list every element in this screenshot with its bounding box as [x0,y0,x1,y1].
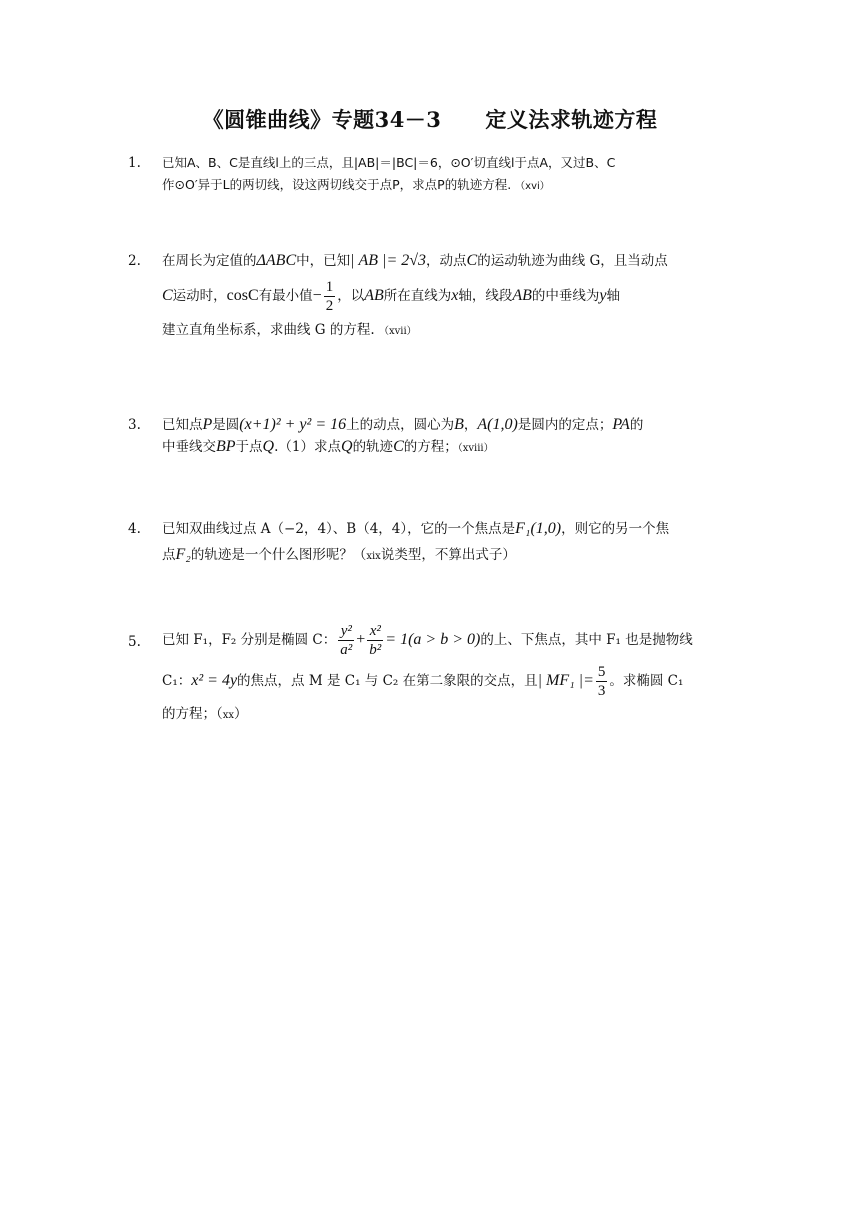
problem-text: 轴，线段 [458,288,513,304]
title-main: 《圆锥曲线》专题34－3 [202,107,442,132]
math-expr: B [454,416,464,433]
fraction [596,663,608,700]
problem-text: 是圆 [212,417,240,433]
problem-text: 的轨迹 [352,439,394,455]
denominator: b² [369,642,382,658]
problem-text: 已知A、B、C是直线l上的三点，且|AB|＝|BC|＝6，⊙O′切直线l于点A，又过B、C [162,155,616,170]
endnote-ref: xx [222,710,235,721]
problem-text: 的上、下焦点，其中 F₁ 也是抛物线 [480,632,693,648]
math-expr: y [599,287,607,304]
problem-text: 。求椭圆 C₁ [609,673,684,689]
math-expr: AB [512,287,532,304]
math-expr: | AB |= 2√3 [350,252,427,269]
problem-text: 建立直角坐标系，求曲线 G 的方程. [162,322,375,338]
math-expr: A(1,0) [477,416,518,433]
fraction [338,622,354,659]
math-expr: F₁(1,0) [515,520,562,537]
problem-text: 所在直线为 [383,288,452,304]
math-expr: C [466,252,478,269]
denominator: a² [340,642,353,658]
problem-number: 2. [128,253,141,269]
math-expr: F₂ [175,546,191,563]
numerator: y² [338,622,354,641]
denominator: 3 [597,683,606,699]
page-title [0,104,860,134]
math-expr: BP [216,438,236,455]
math-expr: P [202,416,213,433]
math-expr: C [393,438,404,455]
math-expr: C [162,287,173,304]
problem-text: 的中垂线为 [531,288,600,304]
problem-text: 在周长为定值的 [162,253,257,269]
math-expr: cosC [226,287,259,304]
problem-text: 有最小值 [258,288,313,304]
problem-text: 说类型，不算出式子） [380,547,516,563]
problem-text: 轴 [606,288,621,304]
problem-text: 已知双曲线过点 A（−2，4）、B（4，4），它的一个焦点是 [162,521,516,537]
math-expr: = 1(a > b > 0) [385,631,481,648]
problem-text: ，以 [337,288,365,304]
problem-text: 的方程；（ [162,706,223,722]
math-expr: ΔABC [256,252,297,269]
math-expr: x [451,287,459,304]
problem-text: 点 [162,547,176,563]
problem-number: 1. [128,155,141,171]
problem-number: 5. [128,634,141,650]
problem-number: 3. [128,417,141,433]
problem-text: 的 [629,417,644,433]
math-expr: AB [364,287,384,304]
problem-text: 的焦点，点 M 是 C₁ 与 C₂ 在第二象限的交点，且 [237,673,538,689]
problem-text: 是圆内的定点； [517,417,613,433]
problem-text: ， [463,417,478,433]
problem-text: .（1）求点 [274,439,341,455]
problem-text: 的方程； [403,439,458,455]
problem-text: 已知点 [162,417,203,433]
problem-text: 运动时， [172,288,227,304]
math-expr: (x+1)² + y² = 16 [239,416,347,433]
endnote-ref: （xvii） [378,326,417,337]
problem-text: 已知 F₁，F₂ 分别是椭圆 C： [162,632,337,648]
problem-text: C₁： [162,673,192,689]
math-expr: − [312,287,322,304]
problem-text: ） [234,706,248,722]
problem-text: 作⊙O′异于L的两切线，设这两切线交于点P，求点P的轨迹方程. [162,177,512,192]
math-expr: Q [262,438,275,455]
fraction [324,278,336,315]
problem-text: 中垂线交 [162,439,216,455]
numerator: 1 [325,279,334,295]
fraction [367,622,383,659]
problem-number: 4. [128,521,141,537]
numerator: x² [367,622,383,641]
math-expr: | MF₁ |= [537,672,594,689]
math-expr: x² = 4y [191,672,238,689]
problem-text: 的运动轨迹为曲线 G，且当动点 [477,253,668,269]
problem-text: 的轨迹是一个什么图形呢？（ [190,547,367,563]
endnote-ref: xix [366,551,381,562]
math-expr: + [356,631,366,648]
problem-text: ，则它的另一个焦 [561,521,670,537]
math-expr: Q [341,438,353,455]
problem-text: 中，已知 [296,253,351,269]
numerator: 5 [597,664,606,680]
endnote-ref: （xvi） [515,181,550,192]
problem-text: 于点 [235,439,263,455]
title-sub: 定义法求轨迹方程 [485,107,658,132]
denominator: 2 [325,298,334,314]
problem-text: 上的动点，圆心为 [346,417,455,433]
endnote-ref: （xviii） [457,443,494,454]
math-expr: PA [612,416,630,433]
problem-text: ，动点 [426,253,467,269]
